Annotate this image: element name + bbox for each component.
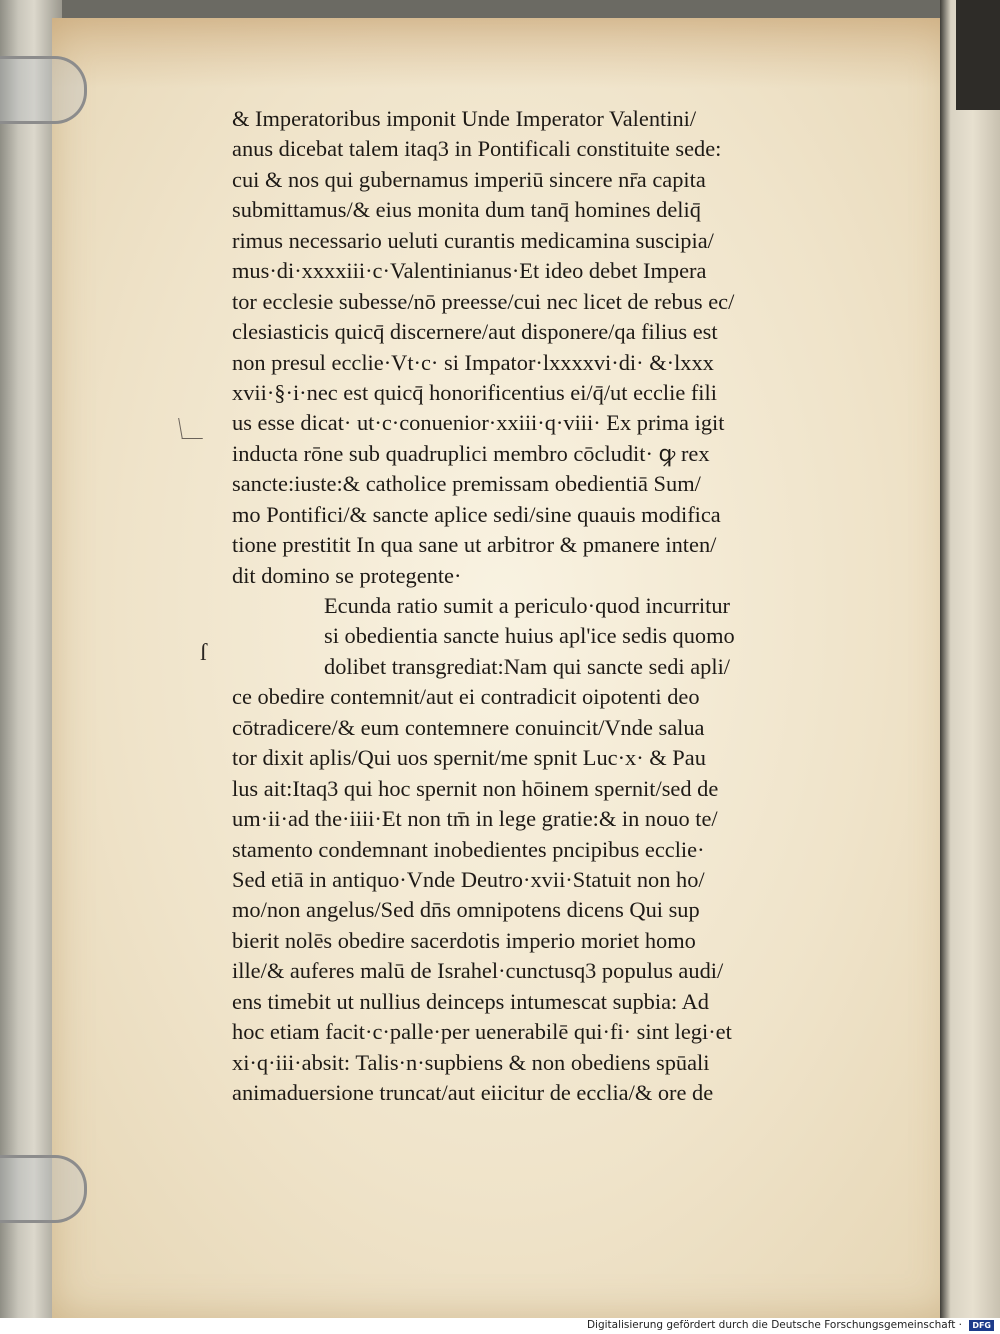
initial-letter-guide: ſ [200, 640, 207, 666]
page-clip-bottom [0, 1155, 87, 1223]
text-line: & Imperatoribus imponit Unde Imperator Valentini/ [232, 106, 697, 131]
text-line: xvii·§·i·nec est quicq̄ honorificentius ei/q̄/ut ecclie fili [232, 379, 717, 405]
text-line: rimus necessario ueluti curantis medicamina suscipia/ [232, 227, 714, 253]
text-line: xi·q·iii·absit: Talis·n·supbiens & non obediens spūali [232, 1049, 710, 1075]
text-line: us esse dicat· ut·c·conuenior·xxiii·q·viii· Ex prima igit [232, 410, 725, 436]
text-line: clesiasticis quicq̄ discernere/aut disponere/qa filius est [232, 319, 718, 345]
funding-credit: Digitalisierung gefördert durch die Deutsche Forschungsgemeinschaft · [586, 1319, 962, 1331]
text-line: anus dicebat talem itaq3 in Pontificali constituite sede: [232, 136, 722, 162]
text-line: stamento condemnant inobedientes pncipibus ecclie· [232, 836, 705, 862]
text-line: um·ii·ad the·iiii·Et non tm̄ in lege gratie:& in nouo te/ [232, 806, 718, 832]
page-clip-top [0, 56, 87, 124]
text-line: tor ecclesie subesse/nō preesse/cui nec licet de rebus ec/ [232, 288, 735, 314]
page-text [232, 104, 852, 1108]
text-line: tor dixit aplis/Qui uos spernit/me spnit Luc·x· & Pau [232, 745, 706, 771]
text-line: inducta rōne sub quadruplici membro cōcludit· ꝙ rex [232, 440, 710, 466]
text-line: ce obedire contemnit/aut ei contradicit oipotenti deo [232, 684, 700, 710]
text-line: bierit nolēs obedire sacerdotis imperio moriet homo [232, 927, 696, 953]
text-line: submittamus/& eius monita dum tanq̄ homines deliq̄ [232, 197, 701, 223]
text-line: dit domino se protegente· [232, 562, 462, 588]
text-line: animaduersione truncat/aut eiicitur de ecclia/& ore de [232, 1080, 714, 1105]
text-line: hoc etiam facit·c·palle·per uenerabilē qui·fi· sint legi·et [232, 1019, 732, 1045]
text-line: si obedientia sancte huius apl'ice sedis quomo [324, 623, 735, 649]
footer-bar [0, 1318, 1000, 1334]
text-line: mo Pontifici/& sancte aplice sedi/sine quauis modifica [232, 501, 721, 527]
text-line: mo/non angelus/Sed dn̄s omnipotens dicens Qui sup [232, 897, 700, 923]
text-line: cōtradicere/& eum contemnere conuincit/Vnde salua [232, 714, 705, 740]
text-line: ille/& auferes malū de Israhel·cunctusq3 populus audi/ [232, 958, 724, 984]
text-line: mus·di·xxxxiii·c·Valentinianus·Et ideo debet Impera [232, 258, 707, 284]
text-line: cui & nos qui gubernamus imperiū sincere nr̄a capita [232, 166, 706, 192]
text-line: lus ait:Itaq3 qui hoc spernit non hōinem spernit/sed de [232, 775, 719, 801]
text-line: sancte:iuste:& catholice premissam obedientiā Sum/ [232, 471, 701, 497]
text-line: tione prestitit In qua sane ut arbitror & pmanere inten/ [232, 532, 717, 558]
facing-page-edge [940, 0, 1000, 1318]
text-line: Sed etiā in antiquo·Vnde Deutro·xvii·Statuit non ho/ [232, 866, 705, 892]
margin-mark [178, 418, 203, 439]
text-line: dolibet transgrediat:Nam qui sancte sedi apli/ [324, 653, 731, 679]
text-line: ens timebit ut nullius deinceps intumescat supbia: Ad [232, 988, 709, 1014]
dfg-logo: DFG [969, 1320, 994, 1331]
text-line: Ecunda ratio sumit a periculo·quod incurritur [324, 593, 731, 618]
text-line: non presul ecclie·Vt·c· si Impator·lxxxxvi·di· &·lxxx [232, 349, 714, 375]
